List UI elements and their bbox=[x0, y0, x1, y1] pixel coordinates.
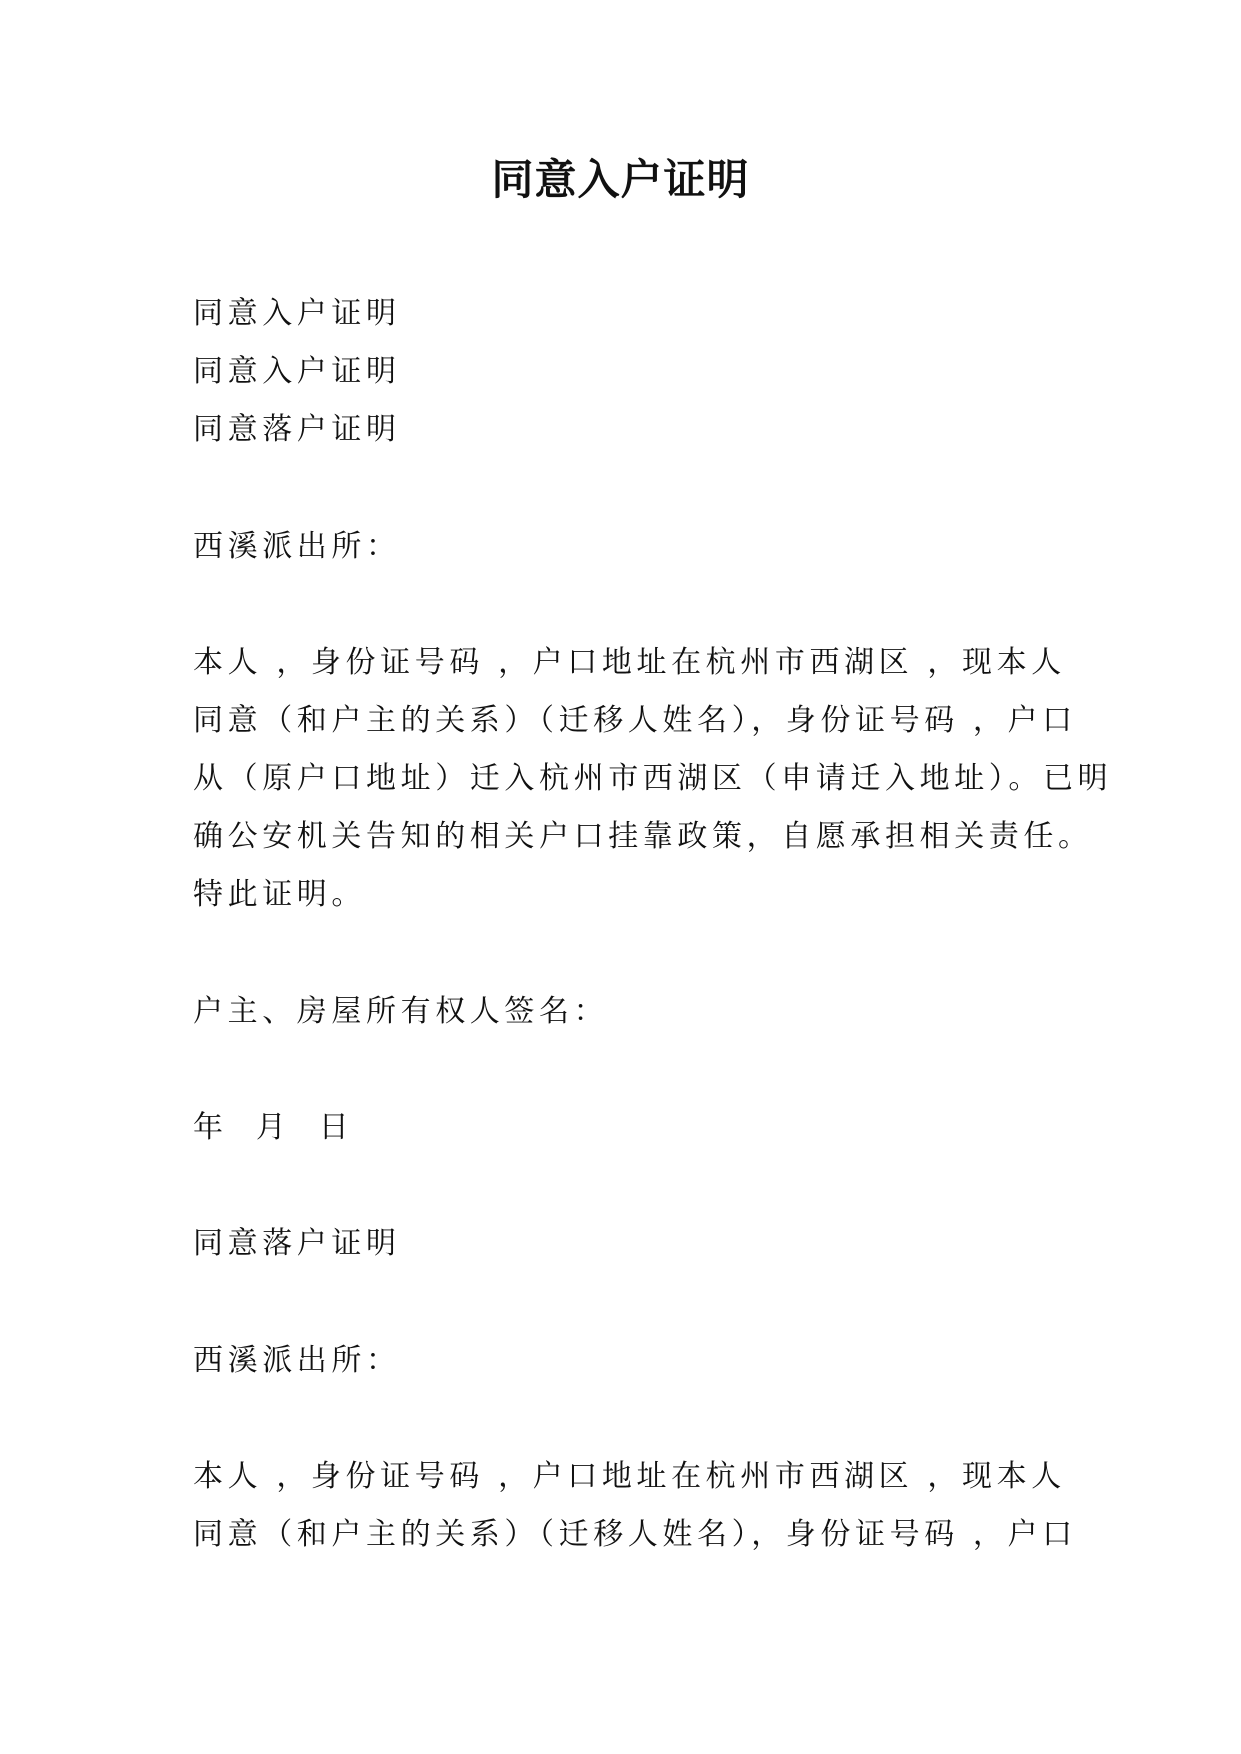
date-line: 年 月 日 bbox=[193, 1110, 354, 1145]
body-line: 特此证明。 bbox=[193, 877, 366, 912]
heading-line: 同意落户证明 bbox=[193, 412, 401, 447]
body-line: 同意（和户主的关系）（迁移人姓名），身份证号码 ，户口 bbox=[193, 1517, 1077, 1552]
body-line: 本人 ，身份证号码 ，户口地址在杭州市西湖区 ，现本人 bbox=[193, 645, 1066, 680]
body-line: 确公安机关告知的相关户口挂靠政策，自愿承担相关责任。 bbox=[193, 819, 1093, 854]
body-line: 从（原户口地址）迁入杭州市西湖区（申请迁入地址）。已明 bbox=[193, 761, 1113, 796]
body-line: 同意（和户主的关系）（迁移人姓名），身份证号码 ，户口 bbox=[193, 703, 1077, 738]
addressee-line: 西溪派出所： bbox=[193, 529, 401, 564]
heading-line: 同意落户证明 bbox=[193, 1226, 401, 1261]
signature-line: 户主、房屋所有权人签名： bbox=[193, 994, 609, 1029]
document-title: 同意入户证明 bbox=[491, 155, 750, 204]
heading-line: 同意入户证明 bbox=[193, 354, 401, 389]
body-line: 本人 ，身份证号码 ，户口地址在杭州市西湖区 ，现本人 bbox=[193, 1459, 1066, 1494]
heading-line: 同意入户证明 bbox=[193, 296, 401, 331]
addressee-line: 西溪派出所： bbox=[193, 1343, 401, 1378]
